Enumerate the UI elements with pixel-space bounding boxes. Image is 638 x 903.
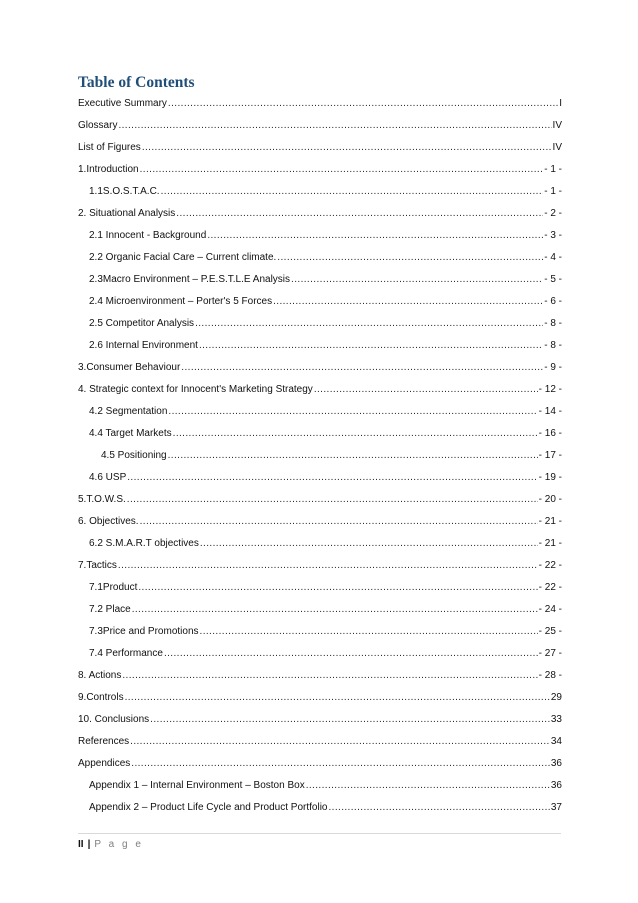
dot-leader [131, 757, 550, 771]
toc-entry-innocent-background[interactable] [89, 229, 562, 243]
page-footer [78, 838, 143, 852]
toc-entry-label: 7.4 Performance [89, 648, 163, 659]
toc-entry-smart-objectives[interactable] [89, 537, 562, 551]
dot-leader [207, 229, 543, 243]
toc-entry-label: 7.Tactics [78, 560, 117, 571]
toc-entry-label: 4.5 Positioning [101, 450, 167, 461]
toc-entry-appendix-2[interactable] [89, 801, 562, 815]
toc-entry-page: - 6 - [544, 296, 562, 307]
toc-entry-macro-environment[interactable] [89, 273, 562, 287]
dot-leader [200, 537, 538, 551]
toc-entry-label: 8. Actions [78, 670, 122, 681]
toc-entry-references[interactable] [78, 735, 562, 749]
dot-leader [164, 647, 538, 661]
toc-entry-internal-environment[interactable] [89, 339, 562, 353]
toc-entry-label: 4.4 Target Markets [89, 428, 172, 439]
dot-leader [168, 405, 537, 419]
dot-leader [328, 801, 549, 815]
toc-entry-organic-facial-care[interactable] [89, 251, 562, 265]
dot-leader [140, 163, 544, 177]
toc-entry-page: 36 [550, 758, 562, 769]
toc-entry-label: 7.3Price and Promotions [89, 626, 199, 637]
dot-leader [142, 141, 552, 155]
toc-entry-page: - 14 - [538, 406, 562, 417]
footer-divider [78, 833, 561, 834]
dot-leader [161, 185, 544, 199]
toc-entry-page: - 25 - [538, 626, 562, 637]
toc-entry-label: 1.1S.O.S.T.A.C. [89, 186, 160, 197]
dot-leader [125, 691, 550, 705]
toc-entry-page: - 1 - [544, 164, 562, 175]
toc-entry-label: 2. Situational Analysis [78, 208, 176, 219]
dot-leader [306, 779, 550, 793]
toc-entry-page: - 8 - [544, 318, 562, 329]
toc-entry-page: 36 [550, 780, 562, 791]
toc-entry-page: - 17 - [538, 450, 562, 461]
dot-leader [277, 251, 543, 265]
toc-entry-label: Appendix 2 – Product Life Cycle and Product Portfolio [89, 802, 328, 813]
toc-entry-page: IV [552, 120, 562, 131]
dot-leader [140, 515, 538, 529]
toc-entry-page: 34 [550, 736, 562, 747]
toc-entry-label: 4. Strategic context for Innocent's Marketing Strategy [78, 384, 313, 395]
toc-entry-page: - 1 - [544, 186, 562, 197]
toc-entry-label: 2.3Macro Environment – P.E.S.T.L.E Analysis [89, 274, 291, 285]
toc-entry-page: 37 [550, 802, 562, 813]
toc-entry-target-markets[interactable] [89, 427, 562, 441]
toc-entry-label: Glossary [78, 120, 118, 131]
toc-entry-label: 2.6 Internal Environment [89, 340, 198, 351]
toc-entry-glossary[interactable] [78, 119, 562, 133]
dot-leader [138, 581, 537, 595]
dot-leader [199, 339, 543, 353]
footer-page-number: II [78, 839, 84, 850]
toc-entry-page: - 22 - [538, 560, 562, 571]
dot-leader [273, 295, 543, 309]
toc-entry-controls[interactable] [78, 691, 562, 705]
toc-entry-label: 10. Conclusions [78, 714, 150, 725]
toc-entry-competitor-analysis[interactable] [89, 317, 562, 331]
toc-entry-page: - 9 - [544, 362, 562, 373]
toc-entry-positioning[interactable] [101, 449, 562, 463]
toc-entry-label: List of Figures [78, 142, 141, 153]
toc-entry-page: - 2 - [544, 208, 562, 219]
dot-leader [291, 273, 543, 287]
dot-leader [118, 559, 538, 573]
toc-entry-label: 1.Introduction [78, 164, 139, 175]
toc-entry-label: 7.1Product [89, 582, 138, 593]
toc-entry-actions[interactable] [78, 669, 562, 683]
dot-leader [150, 713, 550, 727]
toc-entry-tactics[interactable] [78, 559, 562, 573]
toc-entry-label: Appendices [78, 758, 131, 769]
dot-leader [176, 207, 543, 221]
toc-entry-page: - 5 - [544, 274, 562, 285]
toc-entry-label: 2.1 Innocent - Background [89, 230, 207, 241]
toc-entry-list-of-figures[interactable] [78, 141, 562, 155]
toc-entry-label: 6.2 S.M.A.R.T objectives [89, 538, 199, 549]
dot-leader [200, 625, 538, 639]
toc-entry-microenvironment[interactable] [89, 295, 562, 309]
dot-leader [130, 735, 550, 749]
dot-leader [168, 97, 558, 111]
toc-title: Table of Contents [78, 74, 195, 91]
toc-entry-place[interactable] [89, 603, 562, 617]
toc-entry-page: - 21 - [538, 538, 562, 549]
toc-entry-page: - 19 - [538, 472, 562, 483]
footer-separator: | [87, 839, 91, 850]
dot-leader [168, 449, 538, 463]
toc-entry-page: - 20 - [538, 494, 562, 505]
dot-leader [314, 383, 538, 397]
toc-entry-label: 2.4 Microenvironment – Porter's 5 Forces [89, 296, 273, 307]
toc-entry-introduction[interactable] [78, 163, 562, 177]
toc-entry-page: - 24 - [538, 604, 562, 615]
toc-entry-price-promotions[interactable] [89, 625, 562, 639]
toc-entry-page: 33 [550, 714, 562, 725]
dot-leader [195, 317, 543, 331]
toc-entry-segmentation[interactable] [89, 405, 562, 419]
dot-leader [132, 603, 538, 617]
toc-entry-sostac[interactable] [89, 185, 562, 199]
toc-entry-label: 4.2 Segmentation [89, 406, 168, 417]
toc-entry-label: 4.6 USP [89, 472, 127, 483]
toc-entry-page: - 22 - [538, 582, 562, 593]
toc-entry-page: - 21 - [538, 516, 562, 527]
toc-entry-tows[interactable] [78, 493, 562, 507]
toc-entry-consumer-behaviour[interactable] [78, 361, 562, 375]
toc-entry-label: References [78, 736, 130, 747]
toc-entry-label: 5.T.O.W.S. [78, 494, 126, 505]
toc-entry-page: - 27 - [538, 648, 562, 659]
toc-entry-label: Executive Summary [78, 98, 167, 109]
toc-entry-page: IV [552, 142, 562, 153]
toc-entry-label: 3.Consumer Behaviour [78, 362, 181, 373]
toc-entry-label: 2.5 Competitor Analysis [89, 318, 195, 329]
toc-entry-label: 6. Objectives. [78, 516, 139, 527]
toc-entry-appendix-1[interactable] [89, 779, 562, 793]
toc-entry-page: - 8 - [544, 340, 562, 351]
toc-entry-label: 9.Controls [78, 692, 124, 703]
toc-entry-objectives[interactable] [78, 515, 562, 529]
footer-page-word: P a g e [94, 839, 144, 850]
toc-entry-page: - 16 - [538, 428, 562, 439]
toc-entry-page: - 28 - [538, 670, 562, 681]
dot-leader [181, 361, 543, 375]
toc-entry-appendices[interactable] [78, 757, 562, 771]
toc-entry-usp[interactable] [89, 471, 562, 485]
toc-entry-conclusions[interactable] [78, 713, 562, 727]
toc-entry-label: 7.2 Place [89, 604, 131, 615]
toc-entry-situational-analysis[interactable] [78, 207, 562, 221]
toc-entry-page: I [559, 98, 562, 109]
toc-entry-product[interactable] [89, 581, 562, 595]
toc-entry-page: - 12 - [538, 384, 562, 395]
toc-entry-label: 2.2 Organic Facial Care – Current climate. [89, 252, 277, 263]
toc-entry-executive-summary[interactable] [78, 97, 562, 111]
dot-leader [122, 669, 537, 683]
dot-leader [173, 427, 538, 441]
toc-entry-strategic-context[interactable] [78, 383, 562, 397]
toc-entry-page: 29 [550, 692, 562, 703]
dot-leader [127, 493, 538, 507]
toc-entry-page: - 3 - [544, 230, 562, 241]
toc-entry-page: - 4 - [544, 252, 562, 263]
dot-leader [118, 119, 551, 133]
dot-leader [127, 471, 537, 485]
toc-entry-label: Appendix 1 – Internal Environment – Boston Box [89, 780, 305, 791]
toc-entry-performance[interactable] [89, 647, 562, 661]
